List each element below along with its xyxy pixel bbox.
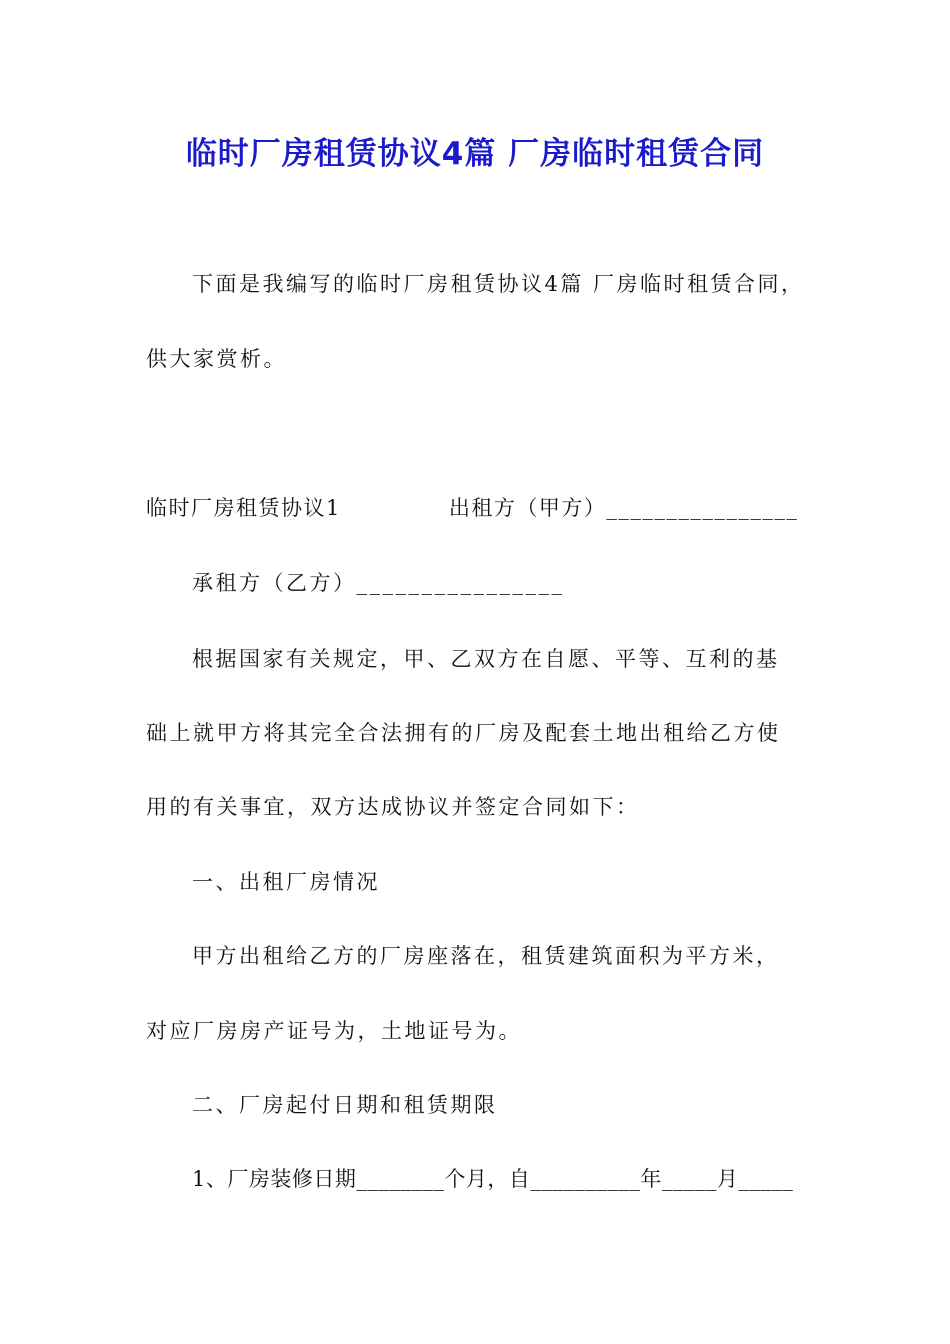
section-2-heading: 二、厂房起付日期和租赁期限 xyxy=(192,1093,498,1117)
lessor-line: 出租方（甲方）________________ xyxy=(448,496,799,520)
section-1-line-2: 对应厂房房产证号为，土地证号为。 xyxy=(146,1019,522,1043)
agreement-heading: 临时厂房租赁协议1 xyxy=(146,496,341,520)
paragraph-1-line-1: 根据国家有关规定，甲、乙双方在自愿、平等、互利的基 xyxy=(192,647,780,671)
document-title: 临时厂房租赁协议4篇 厂房临时租赁合同 xyxy=(185,136,765,172)
paragraph-1-line-2: 础上就甲方将其完全合法拥有的厂房及配套土地出租给乙方使 xyxy=(146,721,781,745)
paragraph-1-line-3: 用的有关事宜，双方达成协议并签定合同如下： xyxy=(146,795,640,819)
section-1-line-1: 甲方出租给乙方的厂房座落在，租赁建筑面积为平方米， xyxy=(192,944,780,968)
lessee-line: 承租方（乙方）________________ xyxy=(192,571,565,595)
section-1-heading: 一、出租厂房情况 xyxy=(192,870,380,894)
section-2-item-1: 1、厂房装修日期________个月，自__________年_____月_____ xyxy=(192,1167,794,1191)
agreement-heading-row xyxy=(146,498,798,519)
intro-line-2: 供大家赏析。 xyxy=(146,347,287,371)
intro-line-1: 下面是我编写的临时厂房租赁协议4篇 厂房临时租赁合同， xyxy=(192,272,805,296)
